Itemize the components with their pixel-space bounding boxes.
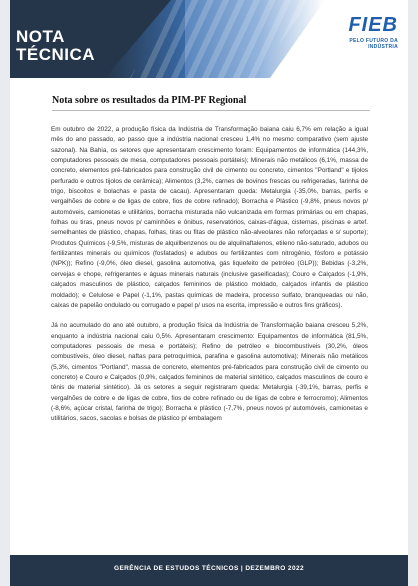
title-divider bbox=[52, 110, 370, 111]
document-page bbox=[10, 0, 408, 586]
document-body bbox=[51, 125, 368, 435]
paragraph-2: Já no acumulado do ano até outubro, a produção física da Indústria de Transformação baiana cresceu 5,2%, enquanto a indústria nacional caiu 0,5%. Apresentaram crescimento: Equipamentos de informática (81,5%, computadores pessoais de mesa e portáteis); Refino de petróleo e biocombustíveis (30,2%, óleos combustíveis, óleo diesel, naftas para petroquímica, parafina e gasolina automotiva); Minerais não metálicos (5,3%, cimentos "Portland", massa de concreto, elementos pré-fabricados para construção civil de cimento ou concreto) e Couro e Calçados (0,9%, calçados femininos de material sintético, calçados masculinos de couro e tênis de material sintético). Já os setores a seguir registraram queda: Metalurgia (-39,1%, barras, perfis e vergalhões de cobre e de ligas de cobre, fios de cobre refinado ou de ligas de cobre e ferrocromo); Alimentos (-8,6%, açúcar cristal, farinha de trigo); Borracha e plástico (-7,7%, pneus novos p/ automóveis, camionetas e utilitários, sacos, sacolas e bolsas de plástico p/ embalagem bbox=[51, 322, 368, 423]
publication-type-line1: NOTA bbox=[16, 27, 65, 46]
logo-tagline: PELO FUTURO DA INDÚSTRIA bbox=[349, 38, 398, 50]
header-banner bbox=[10, 0, 408, 78]
fieb-logo bbox=[322, 14, 398, 54]
document-title: Nota sobre os resultados da PIM-PF Regional bbox=[52, 95, 247, 106]
publication-type bbox=[16, 28, 95, 64]
paragraph-1: Em outubro de 2022, a produção física da Indústria de Transformação baiana caiu 6,7% em relação a igual mês do ano passado, ao passo que a indústria nacional cresceu 1,4% no mesmo comparativo (sem ajuste sazonal). Na Bahia, os setores que apresentaram crescimento foram: Equipamentos de informática (144,3%, computadores pessoais de mesa, computadores pessoais portáteis); Minerais não metálicos (6,1%, massa de concreto, elementos pré-fabricados para construção civil de cimento ou concreto, cimentos "Portland" e tijolos perfurado e outros tijolos de cerâmica); Alimentos (3,2%, carnes de bovinos frescas ou refrigeradas, farinha de trigo, biscoitos e bolachas e pasta de cacau). Apresentaram queda: Metalurgia (-35,0%, barras, perfis e vergalhões de cobre e de ligas de cobre, fios de cobre refinado); Borracha e Plástico (-9,8%, pneus novos p/ automóveis, camionetas e utilitários, borracha misturada não vulcanizada em formas primárias ou em chapas, folhas ou tiras, pneus novos p/ caminhões e ônibus, reservatórios, caixas-d'água, cisternas, piscinas e artef. semelhantes de plástico, chapas, folhas, tiras ou fitas de plástico não-alveolares não reforçadas e s/ suporte); Produtos Químicos (-9,5%, misturas de alquilbenzenos ou de alquilnaftalenos, etileno não-saturado, adubos ou fertilizantes minerais ou químicos (fosfatados) e adubos ou fertilizantes com nitrogênio, fósforo e potássio (NPK)); Refino (-9,0%, óleo diesel, gasolina automotiva, gás liquefeito de petróleo (GLP)); Bebidas (-3,2%, cervejas e chope, refrigerantes e águas minerais naturais (inclusive gaseificadas); Couro e Calçados (-1,9%, calçados masculinos de plástico, calçados femininos de plástico moldado, calçados infantis de plástico moldado); e Celulose e Papel (-1,1%, pastas químicas de madeira, processo sulfato, branqueadas ou não, caixas de papelão ondulado ou corrugado e papel p/ usos na escrita, impressão e outros fins gráficos). bbox=[51, 126, 368, 309]
publication-type-line2: TÉCNICA bbox=[16, 45, 96, 64]
footer-text: GERÊNCIA DE ESTUDOS TÉCNICOS | DEZEMBRO 2022 bbox=[113, 565, 304, 572]
footer-bar bbox=[10, 555, 408, 586]
logo-mark: FIEB bbox=[348, 14, 398, 36]
